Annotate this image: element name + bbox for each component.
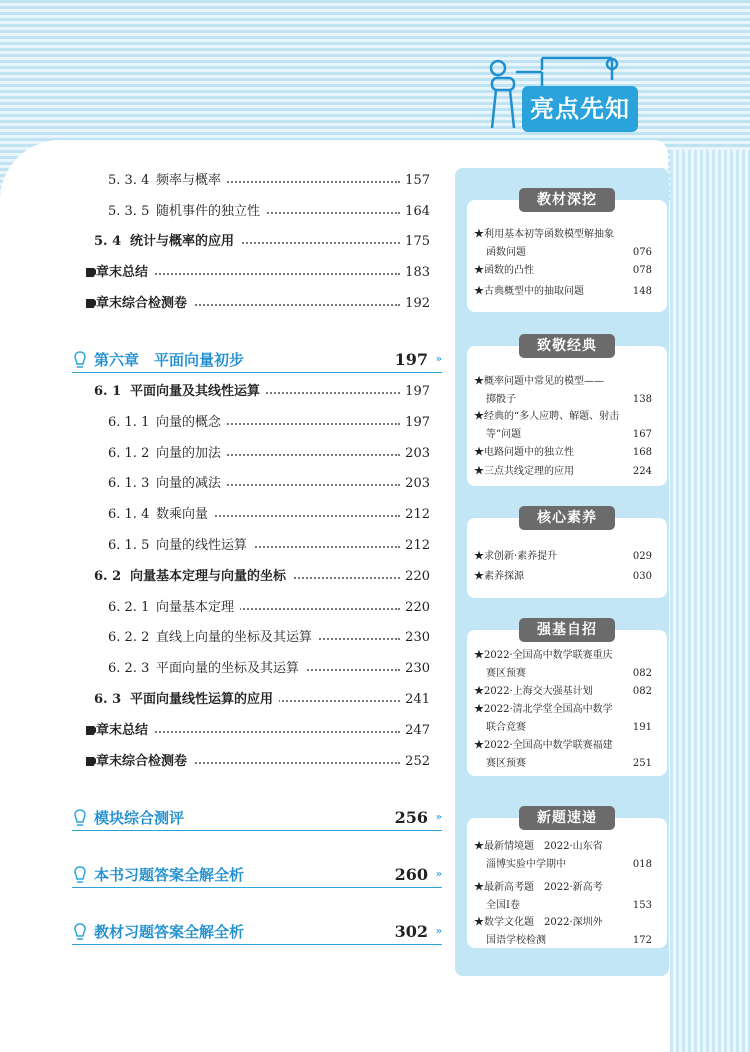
toc-title: 直线上向量的坐标及其运算 [156,626,318,650]
chapter-title: 第六章 平面向量初步 [94,351,245,369]
chevron-right-icon: » [435,812,442,823]
sidebar-item[interactable] [474,701,652,737]
toc-page: 183 [405,265,430,280]
toc-page: 203 [405,445,430,461]
sidebar-item-page: 082 [632,668,652,679]
square-marker-icon [86,726,94,735]
sidebar-item-page: 191 [632,722,652,733]
toc-entry[interactable] [0,688,440,712]
toc-number: 6. 1. 1 [108,414,150,430]
sidebar-item-text: ★求创新·素养提升 [474,551,558,562]
toc-title: 频率与概率 [156,169,227,193]
sidebar-item-text: ★概率问题中常见的模型—— [474,376,604,387]
toc-page: 197 [405,384,430,399]
toc-page: 164 [405,204,430,219]
toc-entry[interactable] [0,169,440,193]
toc-number: 6. 1. 3 [108,476,150,492]
toc-entry[interactable] [0,292,440,316]
toc-number: 6. 1. 5 [108,538,150,553]
toc-entry[interactable] [0,200,440,224]
toc-title: 章末综合检测卷 [96,750,193,774]
toc-number: 6. 2 [94,568,122,584]
section-badge: 亮点先知 [522,86,638,132]
sidebar-box-title: 核心素养 [519,506,615,530]
sidebar-item[interactable] [474,463,652,481]
toc-page: 241 [405,692,430,707]
sidebar-item-text: ★2022·上海交大强基计划 [474,686,593,697]
toc-page: 247 [405,722,430,738]
toc-page: 220 [405,599,430,615]
toc-page: 252 [405,753,430,769]
sidebar-item-text: 国语学校检测 [486,935,546,946]
sidebar-item[interactable] [474,408,652,444]
toc-entry[interactable] [0,472,440,496]
sidebar-item-text: 掷骰子 [486,394,516,405]
sidebar-item-text: ★利用基本初等函数模型解抽象 [474,229,614,240]
sidebar-item-text: ★函数的凸性 [474,265,534,276]
toc-title: 平面向量及其线性运算 [130,380,266,404]
sidebar-item-text: 全国Ⅰ卷 [486,900,520,911]
sidebar-item-text: ★2022·全国高中数学联赛福建 [474,740,613,751]
toc-number: 6. 2. 2 [108,630,150,646]
sidebar-item-page: 138 [632,394,652,405]
toc-title: 向量的减法 [156,472,227,496]
sidebar-item-text: 赛区预赛 [486,668,526,679]
sidebar-item-page: 148 [632,286,652,297]
chapter-title: 本书习题答案全解全析 [94,866,245,884]
toc-title: 向量基本定理 [156,596,240,620]
toc-entry[interactable] [0,261,440,285]
toc-title: 章末总结 [96,719,154,743]
toc-title: 平面向量线性运算的应用 [130,688,279,712]
toc-title: 随机事件的独立性 [156,200,266,224]
toc-number: 6. 2. 3 [108,661,150,677]
toc-title: 向量基本定理与向量的坐标 [130,565,292,589]
sidebar-item-text: ★素养探源 [474,571,524,582]
chapter-page: 302 [394,922,428,941]
chapter-page: 260 [394,865,428,884]
toc-number: 6. 1 [94,384,122,399]
sidebar-item[interactable] [474,914,652,950]
chapter-heading[interactable] [72,348,442,373]
chevron-right-icon: » [435,869,442,880]
chapter-title: 教材习题答案全解全析 [94,923,245,941]
sidebar-item-page: 029 [632,551,652,562]
sidebar-item[interactable] [474,838,652,874]
sidebar-item-page: 076 [632,247,652,258]
lightbulb-icon [72,865,88,885]
toc-page: 212 [405,538,430,553]
toc-title: 数乘向量 [156,503,214,527]
sidebar-item[interactable] [474,879,652,915]
toc-entry[interactable] [0,596,440,620]
sidebar-item-text: ★电路问题中的独立性 [474,447,574,458]
toc-title: 向量的加法 [156,442,227,466]
toc-page: 220 [405,568,430,584]
sidebar-item-text: ★古典概型中的抽取问题 [474,286,584,297]
toc-title: 统计与概率的应用 [130,230,240,254]
chevron-right-icon: » [435,926,442,937]
sidebar-item-text: 等”问题 [486,429,522,440]
toc-number: 5. 4 [94,234,122,249]
sidebar-item-page: 224 [632,466,652,477]
toc-entry[interactable] [0,380,440,404]
sidebar-item-page: 153 [632,900,652,911]
sidebar-item[interactable] [474,683,652,701]
sidebar-item-page: 078 [632,265,652,276]
sidebar-item-text: 赛区预赛 [486,758,526,769]
toc-number: 5. 3. 4 [108,173,150,188]
sidebar-item[interactable] [474,444,652,462]
toc-page: 212 [405,507,430,523]
sidebar-box-title: 教材深挖 [519,188,615,212]
toc-title: 向量的概念 [156,411,227,435]
sidebar-item[interactable] [474,283,652,301]
square-marker-icon [86,268,94,277]
toc-page: 175 [405,234,430,249]
toc-number: 6. 3 [94,692,122,707]
sidebar-box-title: 强基自招 [519,618,615,642]
toc-page: 157 [405,173,430,188]
toc-number: 6. 2. 1 [108,599,150,615]
toc-page: 197 [405,414,430,430]
sidebar-item[interactable] [474,548,652,566]
lightbulb-icon [72,808,88,828]
toc-entry[interactable] [0,750,440,774]
sidebar-item-text: 函数问题 [486,247,526,258]
toc-page: 230 [405,630,430,646]
toc-number: 6. 1. 2 [108,445,150,461]
sidebar-item-text: ★经典的“多人应聘、解题、射击 [474,411,620,422]
lightbulb-icon [72,350,88,370]
toc-title: 章末综合检测卷 [96,292,193,316]
toc-title: 平面向量的坐标及其运算 [156,657,305,681]
sidebar-item-page: 082 [632,686,652,697]
sidebar-item[interactable] [474,373,652,409]
chevron-right-icon: » [435,354,442,365]
sidebar-item-page: 251 [632,758,652,769]
toc-entry[interactable] [0,230,440,254]
sidebar-item-page: 167 [632,429,652,440]
square-marker-icon [86,299,94,308]
toc-entry[interactable] [0,442,440,466]
chapter-page: 256 [394,808,428,827]
toc-entry[interactable] [0,626,440,650]
chapter-heading[interactable] [72,920,442,945]
toc-number: 6. 1. 4 [108,507,150,523]
toc-page: 203 [405,476,430,492]
toc-title: 向量的线性运算 [156,534,253,558]
toc-entry[interactable] [0,534,440,558]
chapter-heading[interactable] [72,863,442,888]
sidebar-item-text: ★数学文化题 2022·深圳外 [474,917,603,928]
toc-page: 192 [405,296,430,311]
sidebar-item[interactable] [474,737,652,773]
chapter-title: 模块综合测评 [94,809,185,827]
toc-page: 230 [405,661,430,677]
sidebar-item-text: ★2022·全国高中数学联赛重庆 [474,650,613,661]
sidebar-item-text: 淄博实验中学期中 [486,859,566,870]
chapter-heading[interactable] [72,806,442,831]
sidebar-box-title: 新题速递 [519,806,615,830]
toc-number: 5. 3. 5 [108,204,150,219]
sidebar-item-text: ★2022·清北学堂全国高中数学 [474,704,613,715]
toc-entry[interactable] [0,503,440,527]
toc-entry[interactable] [0,565,440,589]
square-marker-icon [86,757,94,766]
sidebar-item-text: 联合竞赛 [486,722,526,733]
sidebar-item[interactable] [474,262,652,280]
sidebar-item[interactable] [474,226,652,262]
lightbulb-icon [72,922,88,942]
sidebar-item-text: ★最新高考题 2022·新高考 [474,882,603,893]
sidebar-item-text: ★最新情境题 2022·山东省 [474,841,603,852]
sidebar-item-page: 018 [632,859,652,870]
right-margin-stripes [670,150,750,1052]
sidebar-box-title: 致敬经典 [519,334,615,358]
sidebar-item-text: ★三点共线定理的应用 [474,466,574,477]
toc-entry[interactable] [0,657,440,681]
sidebar-item[interactable] [474,568,652,586]
sidebar-item-page: 030 [632,571,652,582]
sidebar-item[interactable] [474,647,652,683]
toc-title: 章末总结 [96,261,154,285]
chapter-page: 197 [394,350,428,369]
toc-entry[interactable] [0,719,440,743]
sidebar-item-page: 168 [632,447,652,458]
toc-entry[interactable] [0,411,440,435]
sidebar-item-page: 172 [632,935,652,946]
